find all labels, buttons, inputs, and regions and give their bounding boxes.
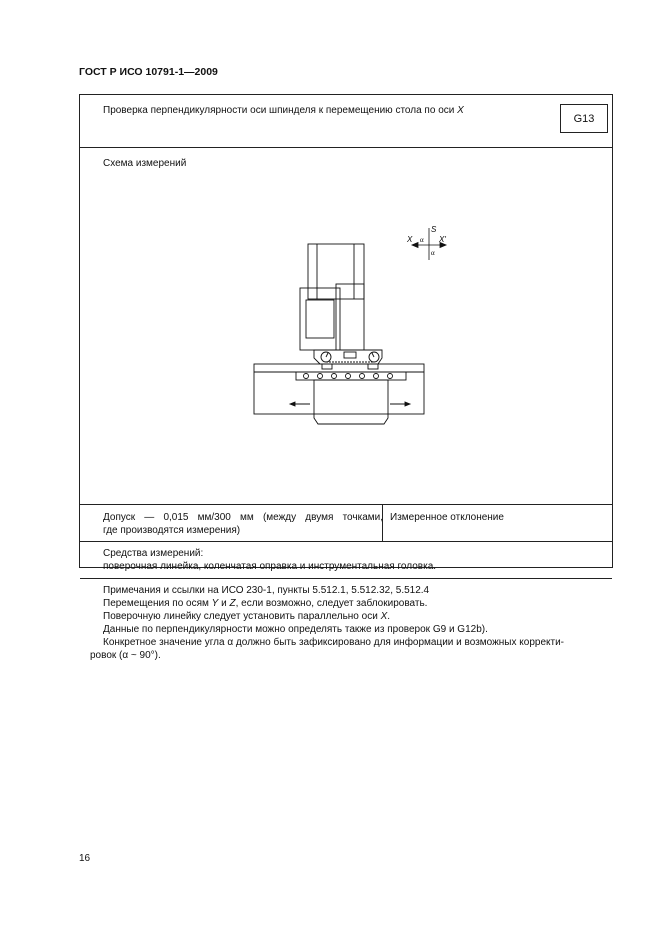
check-code-badge: G13 xyxy=(560,104,608,133)
axis-label-alpha-bottom: α xyxy=(431,249,435,257)
scheme-label: Схема измерений xyxy=(103,158,187,169)
axis-label-s: S xyxy=(431,225,437,234)
axis-label-alpha-top: α xyxy=(420,236,424,244)
check-title-row xyxy=(80,95,612,148)
tools-row xyxy=(80,542,612,579)
notes-text: Примечания и ссылки на ИСО 230-1, пункты 5.512.1, 5.512.32, 5.512.4 Перемещения по осям Y и Z, если возможно, следует заблокировать. Поверочную линейку следует установить параллельно оси X. Данные по перпендикулярности можно определять также из проверок G9 и G12b). Конкретное значение угла α должно быть зафиксировано для информации и возможных корректи- ровок (α ~ 90°). xyxy=(90,585,564,661)
column-divider xyxy=(382,505,383,541)
axis-label-x: X xyxy=(407,235,413,244)
machine-drawing xyxy=(254,244,424,434)
check-table xyxy=(79,94,613,661)
tolerance-text: Допуск — 0,015 мм/300 мм (между двумя точками, где производятся измерения) xyxy=(103,512,383,536)
measured-deviation-label: Измеренное отклонение xyxy=(390,512,504,523)
tools-text: Средства измерений: поверочная линейка, коленчатая оправка и инструментальная головка. xyxy=(103,548,437,572)
check-title: Проверка перпендикулярности оси шпинделя к перемещению стола по оси X xyxy=(103,105,464,116)
document-header: ГОСТ Р ИСО 10791-1—2009 xyxy=(79,66,218,78)
tolerance-row xyxy=(80,505,612,542)
scheme-row xyxy=(80,148,612,505)
axis-label-x-prime: X' xyxy=(439,235,446,244)
page-number: 16 xyxy=(79,853,91,864)
notes-row xyxy=(80,579,612,669)
